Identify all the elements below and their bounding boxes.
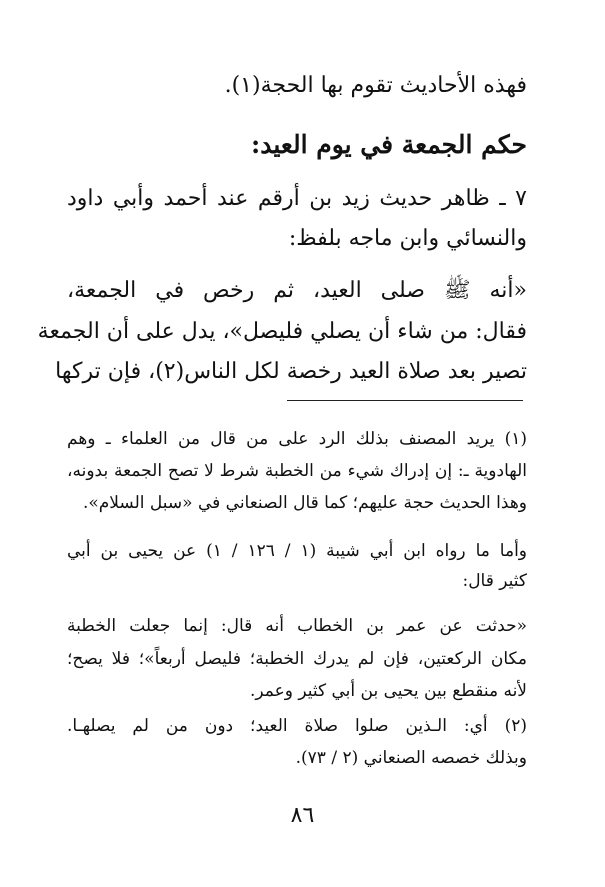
footnote-1-line-6: «حدثت عن عمر بن الخطاب أنه قال: إنما جعلت الخطبة — [67, 616, 527, 636]
quote-line-1: «أنه ﷺ صلى العيد، ثم رخص في الجمعة، — [67, 278, 527, 303]
quote-line-2: فقال: من شاء أن يصلي فليصل»، يدل على أن الجمعة — [37, 319, 527, 344]
footnote-1-line-4: وأما ما رواه ابن أبي شيبة (١ / ١٢٦ / ١) عن يحيى بن أبي — [67, 541, 527, 561]
quote-line-3: تصير بعد صلاة العيد رخصة لكل الناس(٢)، فإن تركها — [55, 359, 527, 384]
footnote-1-line-1: (١) يريد المصنف بذلك الرد على من قال من العلماء ـ وهم — [67, 429, 527, 449]
footnote-separator — [287, 400, 523, 401]
body-line-1: فهذه الأحاديث تقوم بها الحجة(١). — [224, 73, 527, 98]
paragraph-1-line-2: والنسائي وابن ماجه بلفظ: — [288, 226, 527, 251]
footnote-1-line-7: مكان الركعتين، فإن لم يدرك الخطبة؛ فليصل أربعاً»؛ فلا يصح؛ — [67, 649, 527, 669]
section-heading: حكم الجمعة في يوم العيد: — [251, 130, 527, 159]
footnote-1-line-5: كثير قال: — [462, 571, 527, 591]
footnote-1-line-2: الهادوية ـ: إن إدراك شيء من الخطبة شرط لا تصح الجمعة بدونه، — [67, 461, 527, 481]
page-number: ٨٦ — [290, 803, 315, 828]
footnote-1-line-8: لأنه منقطع بين يحيى بن أبي كثير وعمر. — [250, 681, 527, 701]
footnote-2-line-1: (٢) أي: الـذين صلوا صلاة العيد؛ دون من لم يصلهـا. — [67, 716, 527, 736]
footnote-1-line-3: وهذا الحديث حجة عليهم؛ كما قال الصنعاني في «سبل السلام». — [82, 493, 527, 513]
footnote-2-line-2: وبذلك خصصه الصنعاني (٢ / ٧٣). — [295, 748, 527, 768]
paragraph-1-line-1: ٧ ـ ظاهر حديث زيد بن أرقم عند أحمد وأبي داود — [67, 186, 527, 211]
